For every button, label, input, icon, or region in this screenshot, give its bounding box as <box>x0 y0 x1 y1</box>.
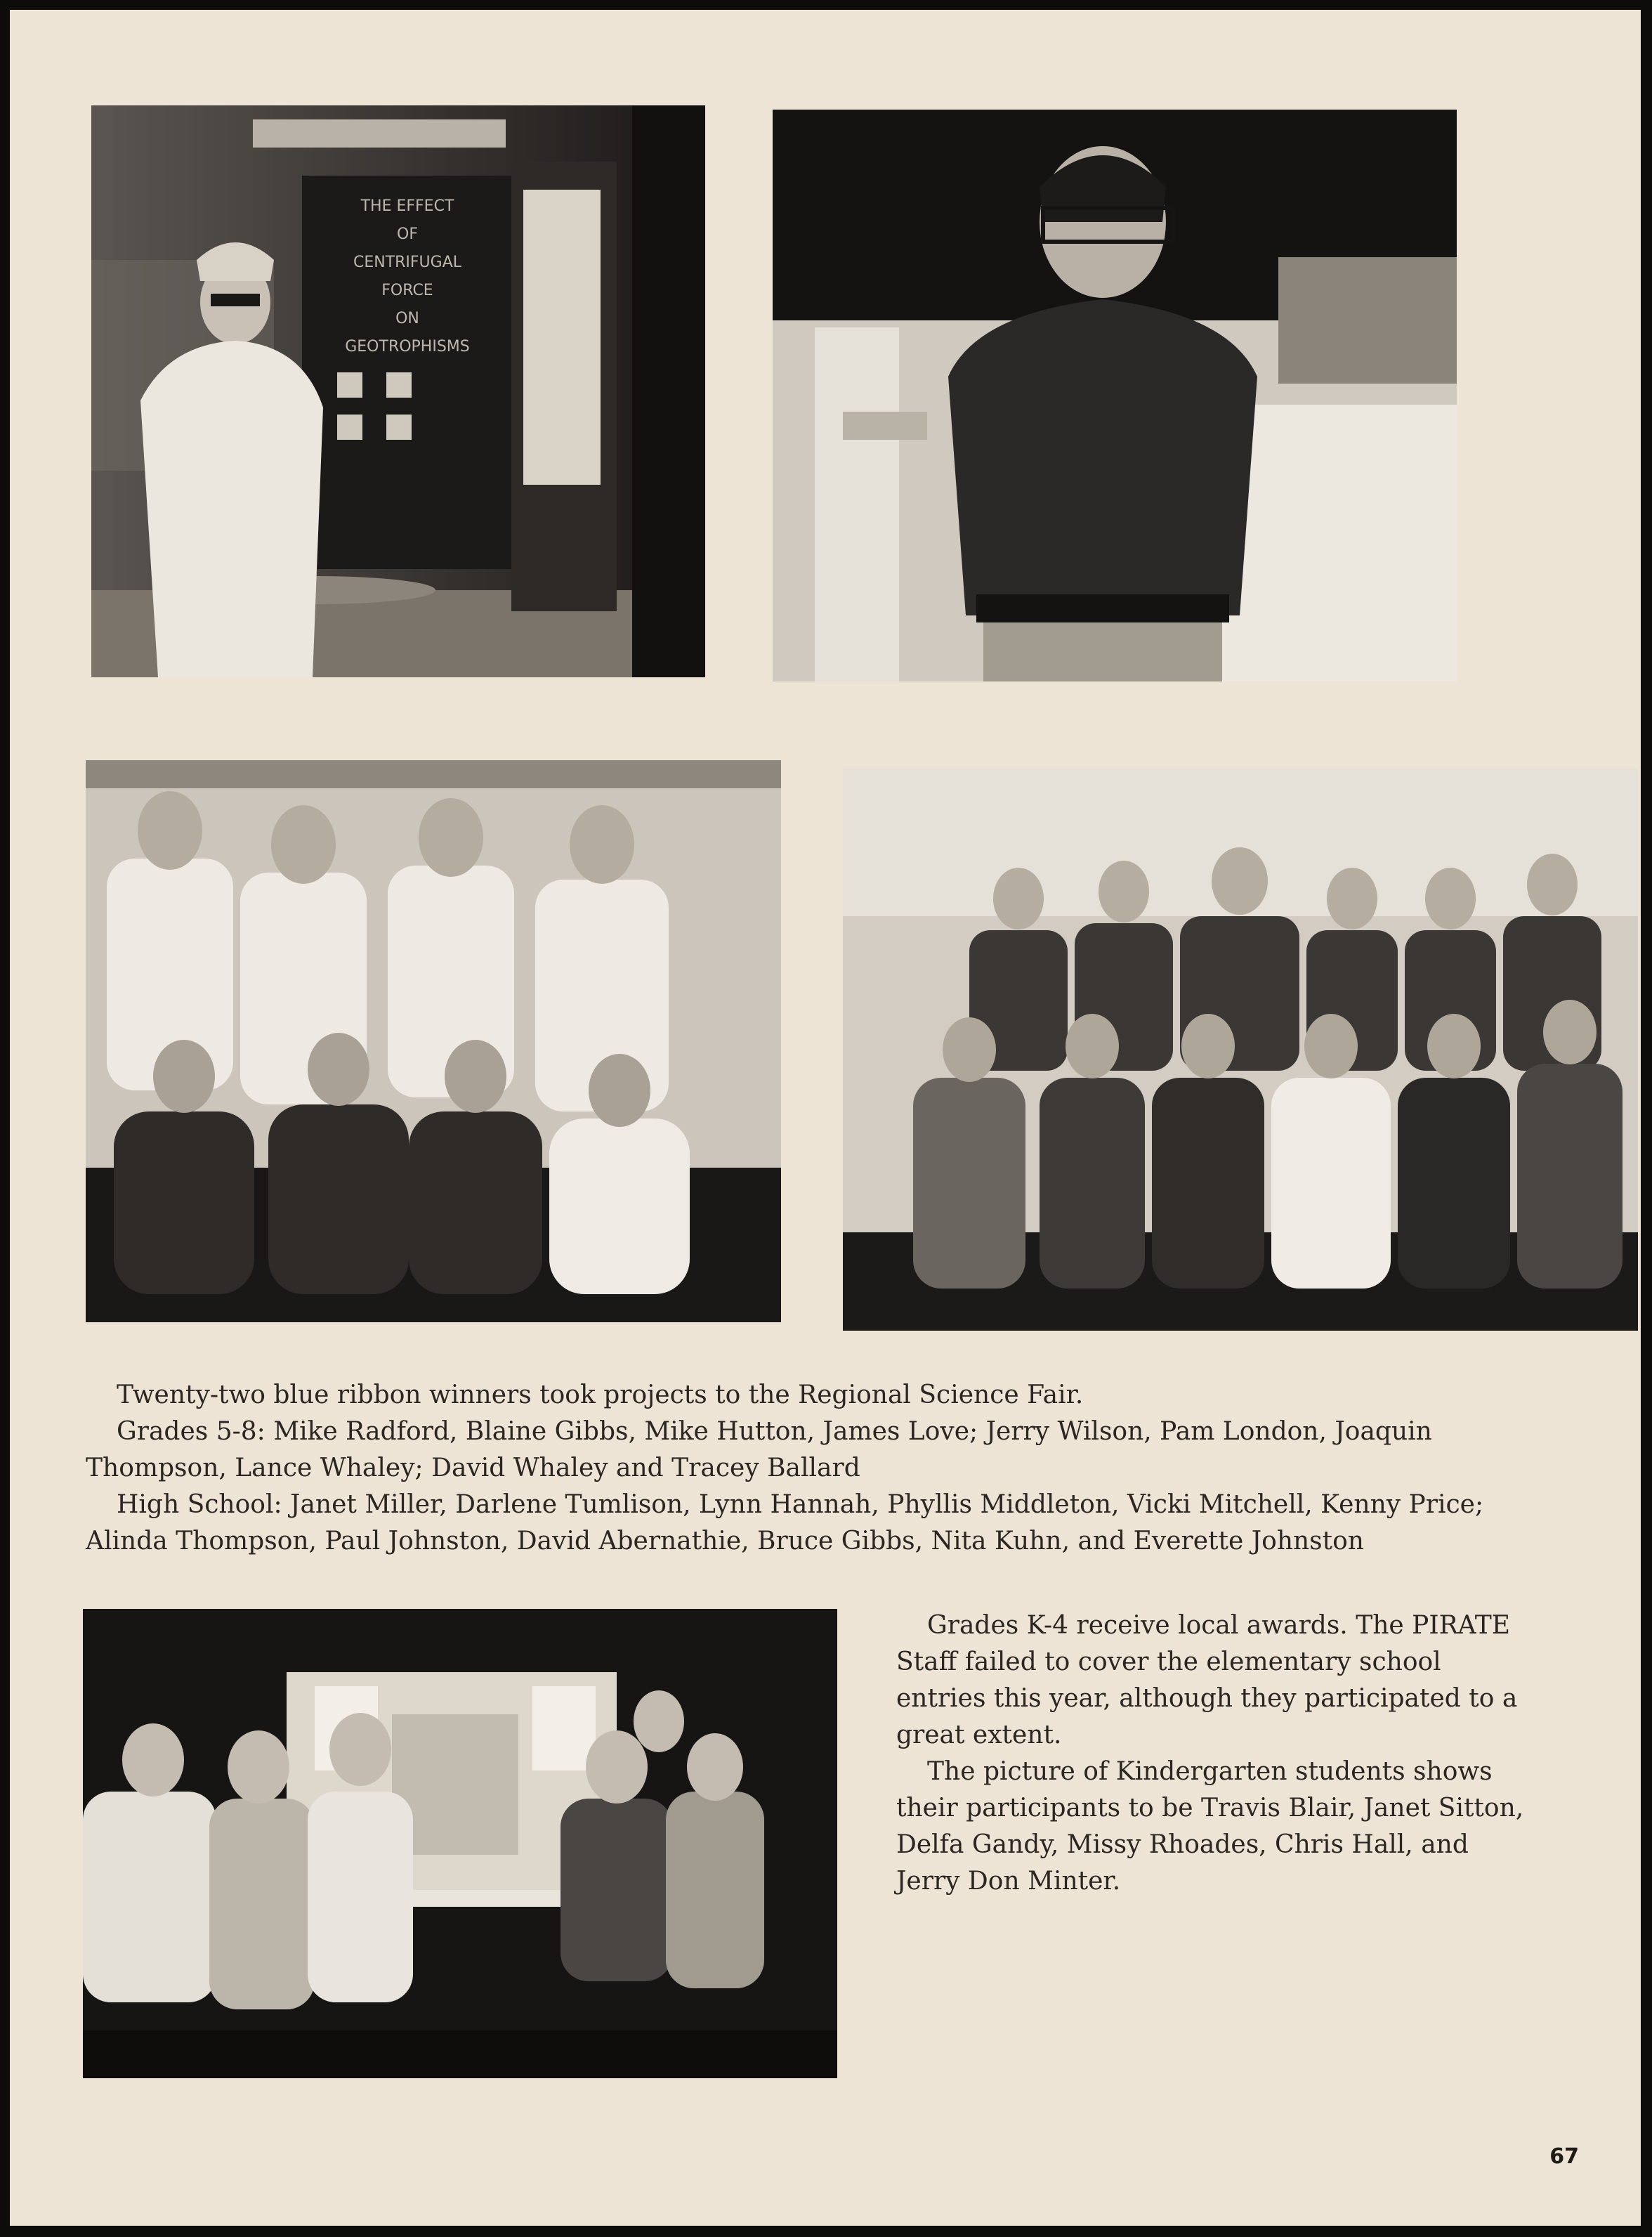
board-line-6: GEOTROPHISMS <box>345 338 470 356</box>
main-caption <box>86 1377 1490 1560</box>
photo-student-with-exhibit <box>91 105 705 677</box>
board-line-4: FORCE <box>381 282 433 299</box>
side-caption-paragraph-1: Grades K-4 receive local awards. The PIRATE Staff failed to cover the elementary school entries this year, although they participated to a great extent. <box>896 1611 1518 1749</box>
page-number: 67 <box>1549 2144 1579 2169</box>
board-line-2: OF <box>397 226 418 243</box>
photo-kindergarten-group <box>83 1609 837 2078</box>
photo-high-school-group <box>843 769 1638 1331</box>
board-line-3: CENTRIFUGAL <box>353 254 462 271</box>
photo-grades-5-8-group <box>86 760 781 1322</box>
photo-student-in-dark-shirt <box>773 110 1457 681</box>
caption-intro: Twenty-two blue ribbon winners took projects to the Regional Science Fair. <box>117 1381 1084 1409</box>
caption-high-school: High School: Janet Miller, Darlene Tumlison, Lynn Hannah, Phyllis Middleton, Vicki Mitchell, Kenny Price; Alinda Thompson, Paul Johnston, David Abernathie, Bruce Gibbs, Nita Kuhn, and Everette Johnston <box>86 1490 1484 1556</box>
caption-grades-5-8: Grades 5-8: Mike Radford, Blaine Gibbs, Mike Hutton, James Love; Jerry Wilson, Pam London, Joaquin Thompson, Lance Whaley; David Whaley and Tracey Ballard <box>86 1417 1432 1482</box>
yearbook-page <box>10 10 1641 2226</box>
board-line-5: ON <box>395 310 419 327</box>
side-caption-paragraph-2: The picture of Kindergarten students shows their participants to be Travis Blair, Janet Sitton, Delfa Gandy, Missy Rhoades, Chris Hall, and Jerry Don Minter. <box>896 1757 1524 1896</box>
side-caption <box>896 1607 1528 1900</box>
board-line-1: THE EFFECT <box>360 197 454 215</box>
